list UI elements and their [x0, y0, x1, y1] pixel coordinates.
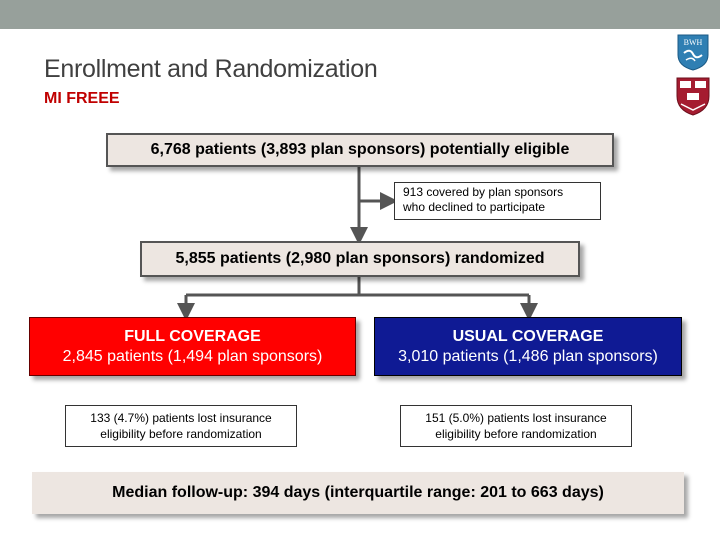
- excluded-line-1: 913 covered by plan sponsors: [403, 185, 564, 199]
- full-lost-eligibility-box: [65, 405, 297, 447]
- bwh-logo-text: BWH: [683, 38, 703, 47]
- usual-coverage-heading: USUAL COVERAGE: [452, 328, 604, 345]
- usual-lost-line-1: 151 (5.0%) patients lost insurance: [425, 411, 607, 425]
- usual-lost-line-2: eligibility before randomization: [435, 427, 597, 441]
- full-coverage-box: [29, 317, 356, 376]
- full-lost-line-1: 133 (4.7%) patients lost insurance: [90, 411, 272, 425]
- page-subtitle: MI FREEE: [44, 90, 120, 107]
- randomized-box: 5,855 patients (2,980 plan sponsors) randomized: [140, 241, 580, 277]
- usual-lost-eligibility-box: [400, 405, 632, 447]
- full-coverage-detail: 2,845 patients (1,494 plan sponsors): [62, 348, 323, 365]
- usual-coverage-box: [374, 317, 682, 376]
- usual-coverage-detail: 3,010 patients (1,486 plan sponsors): [398, 348, 658, 365]
- eligible-box: 6,768 patients (3,893 plan sponsors) potentially eligible: [106, 133, 614, 167]
- full-coverage-heading: FULL COVERAGE: [124, 328, 261, 345]
- full-lost-line-2: eligibility before randomization: [100, 427, 262, 441]
- excluded-box: [394, 182, 601, 220]
- excluded-line-2: who declined to participate: [403, 200, 546, 214]
- page-title: Enrollment and Randomization: [44, 55, 378, 83]
- median-followup-box: Median follow-up: 394 days (interquartile range: 201 to 663 days): [32, 472, 684, 514]
